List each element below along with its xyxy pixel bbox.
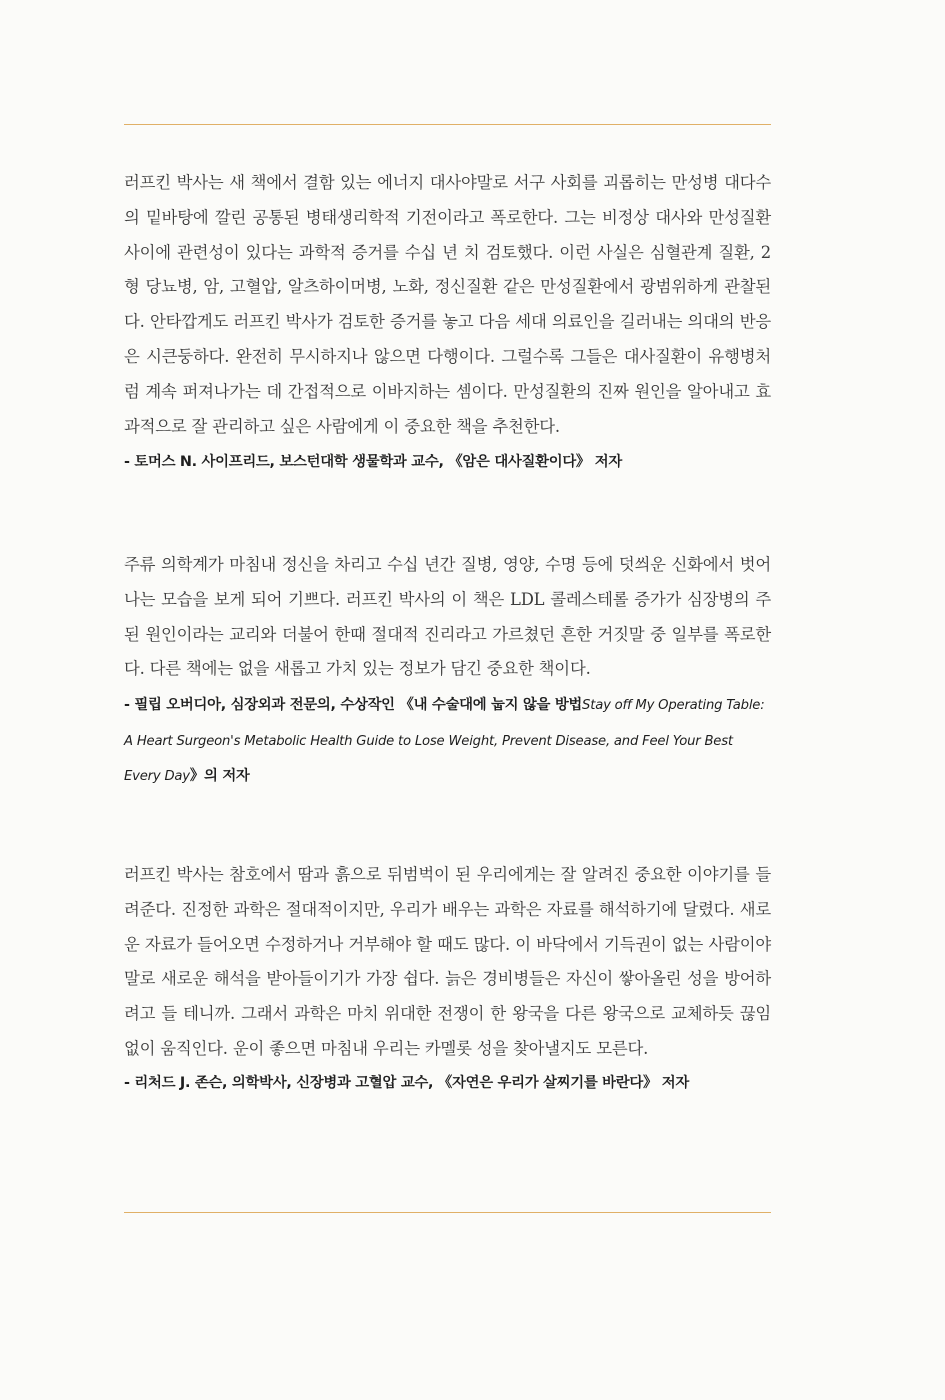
endorsement-1 [124, 166, 771, 476]
attribution-prefix: - 필립 오버디아, 심장외과 전문의, 수상작인 《내 수술대에 눕지 않을 방법 [124, 697, 583, 714]
endorsement-quote: 러프킨 박사는 참호에서 땀과 흙으로 뒤범벅이 된 우리에게는 잘 알려진 중요한 이야기를 들려준다. 진정한 과학은 절대적이지만, 우리가 배우는 과학은 자료를 해석하기에 달렸다. 새로운 자료가 들어오면 수정하거나 거부해야 할 때도 많다. 이 바닥에서 기득권이 없는 사람이야말로 새로운 해석을 받아들이기가 가장 쉽다. 늙은 경비병들은 자신이 쌓아올린 성을 방어하려고 들 테니까. 그래서 과학은 마치 위대한 전쟁이 한 왕국을 다른 왕국으로 교체하듯 끊임없이 움직인다. 운이 좋으면 마침내 우리는 카멜롯 성을 찾아낼지도 모른다. [124, 865, 771, 1058]
bottom-divider [124, 1212, 771, 1213]
endorsement-3 [124, 858, 771, 1097]
endorsement-attribution: - 토머스 N. 사이프리드, 보스턴대학 생물학과 교수, 《암은 대사질환이다》 저자 [124, 454, 622, 471]
endorsement-quote: 러프킨 박사는 새 책에서 결함 있는 에너지 대사야말로 서구 사회를 괴롭히는 만성병 대다수의 밑바탕에 깔린 공통된 병태생리학적 기전이라고 폭로한다. 그는 비정상 대사와 만성질환 사이에 관련성이 있다는 과학적 증거를 수십 년 치 검토했다. 이런 사실은 심혈관계 질환, 2형 당뇨병, 암, 고혈압, 알츠하이머병, 노화, 정신질환 같은 만성질환에서 광범위하게 관찰된다. 안타깝게도 러프킨 박사가 검토한 증거를 놓고 다음 세대 의료인을 길러내는 의대의 반응은 시큰둥하다. 완전히 무시하지나 않으면 다행이다. 그럴수록 그들은 대사질환이 유행병처럼 계속 퍼져나가는 데 간접적으로 이바지하는 셈이다. 만성질환의 진짜 원인을 알아내고 효과적으로 잘 관리하고 싶은 사람에게 이 중요한 책을 추천한다. [124, 173, 771, 436]
attribution-english-title: Stay off My Operating Table: A Heart Surgeon's Metabolic Health Guide to Lose Weight, Prevent Disease, and Feel Your Best Every Day [124, 698, 765, 785]
endorsement-quote: 주류 의학계가 마침내 정신을 차리고 수십 년간 질병, 영양, 수명 등에 덧씌운 신화에서 벗어나는 모습을 보게 되어 기쁘다. 러프킨 박사의 이 책은 LDL 콜레스테롤 증가가 심장병의 주된 원인이라는 교리와 더불어 한때 절대적 진리라고 가르쳤던 흔한 거짓말 중 일부를 폭로한다. 다른 책에는 없을 새롭고 가치 있는 정보가 담긴 중요한 책이다. [124, 555, 771, 679]
endorsement-attribution [124, 688, 771, 795]
attribution-suffix: 》의 저자 [189, 768, 250, 785]
top-divider [124, 124, 771, 125]
endorsement-2 [124, 548, 771, 795]
endorsement-attribution: - 리처드 J. 존슨, 의학박사, 신장병과 고혈압 교수, 《자연은 우리가 살찌기를 바란다》 저자 [124, 1074, 689, 1091]
